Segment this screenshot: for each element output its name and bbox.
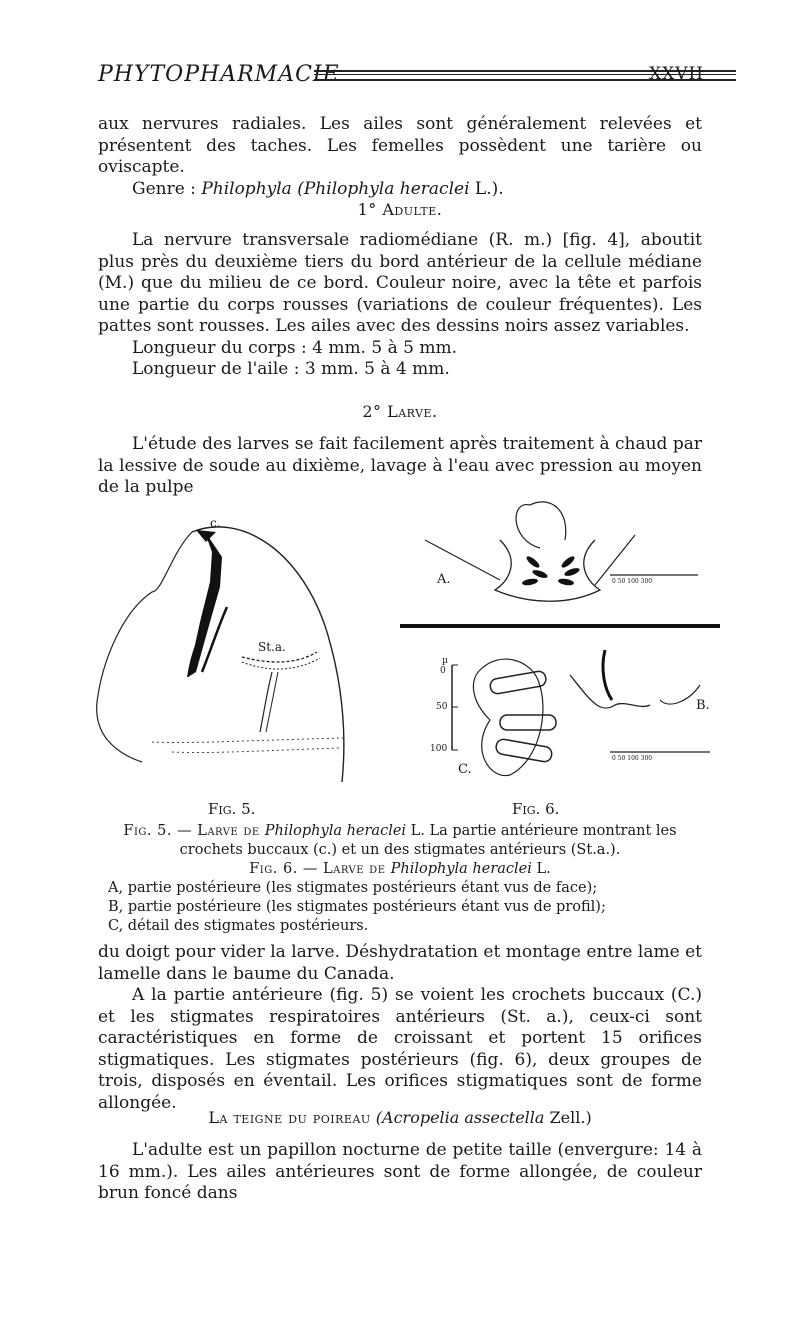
figure-6-drawing: [400, 500, 720, 790]
figure-6: [400, 500, 720, 790]
continuation-p1: du doigt pour vider la larve. Déshydratation et montage entre lame et lamelle dans le baume du Canada.: [98, 942, 702, 984]
caption-item-a: A, partie postérieure (les stigmates postérieurs étant vus de face);: [108, 880, 598, 896]
teigne-body: L'adulte est un papillon nocturne de petite taille (envergure: 14 à 16 mm.). Les ailes antérieures sont de forme allongée, de couleur brun foncé dans: [98, 1140, 702, 1203]
adulte-body: La nervure transversale radiomédiane (R. m.) [fig. 4], aboutit plus près du deuxième tiers du bord antérieur de la cellule médiane (M.) que du milieu de ce bord. Couleur noire, avec la tête et parfois une partie du corps rousses (variations de couleur fréquentes). Les pattes sont rousses. Les ailes avec des dessins noirs assez variables.: [98, 230, 702, 336]
genre-author: L.).: [469, 178, 504, 199]
figure-captions: [98, 822, 702, 936]
scale-100-label: 100: [430, 744, 448, 754]
intro-paragraph: [98, 114, 702, 200]
fig5-sta-label: St.a.: [258, 640, 286, 654]
page-header: [98, 62, 708, 92]
adulte-section: [98, 230, 702, 381]
caption-fig5-rest: L. La partie antérieure montrant les crochets buccaux (c.) et un des stigmates antérieurs (St.a.).: [179, 823, 677, 858]
figure-5: [92, 512, 347, 802]
fig5-label: Fig. 5.: [208, 800, 256, 818]
caption-fig6-rest: L.: [531, 861, 551, 877]
caption-fig5: [98, 822, 702, 860]
teigne-heading-prefix: La teigne du poireau: [208, 1108, 371, 1127]
running-title: PHYTOPHARMACIE: [98, 62, 340, 87]
teigne-heading-species: (Acropelia assectella: [375, 1108, 545, 1127]
genre-line: [98, 179, 702, 201]
adulte-heading: 1° Adulte.: [357, 200, 443, 219]
page-number: XXVII: [649, 64, 704, 84]
caption-fig6: [98, 860, 702, 879]
caption-fig6-species: Philophyla heraclei: [390, 861, 532, 877]
figure-5-drawing: [92, 512, 347, 802]
continuation-p2: A la partie antérieure (fig. 5) se voient les crochets buccaux (C.) et les stigmates respiratoires antérieurs (St. a.), ceux-ci sont caractéristiques en forme de croissant et portent 15 orifices stigmatiques. Les stigmates postérieurs (fig. 6), deux groupes de trois, disposés en éventail. Les orifices stigmatiques sont de forme allongée.: [98, 985, 702, 1113]
fig5-c-label: c.: [210, 516, 221, 530]
caption-item-b: B, partie postérieure (les stigmates postérieurs étant vus de profil);: [108, 899, 606, 915]
teigne-heading-author: Zell.): [544, 1108, 592, 1127]
intro-text: aux nervures radiales. Les ailes sont généralement relevées et présentent des taches. Les femelles possèdent une tarière ou oviscapte.: [98, 114, 702, 177]
caption-fig6-prefix: Fig. 6. — Larve de: [249, 861, 391, 877]
scale-50-label: 50: [436, 702, 448, 712]
length-body: Longueur du corps : 4 mm. 5 à 5 mm.: [132, 337, 457, 358]
scale-0-label: 0: [440, 666, 446, 676]
caption-fig5-prefix: Fig. 5. — Larve de: [123, 823, 265, 839]
scale-mu-label: µ: [442, 656, 448, 666]
fig6-label: Fig. 6.: [512, 800, 560, 818]
teigne-section: [98, 1140, 702, 1205]
fig6-a-label: A.: [437, 572, 451, 587]
fig6-b-label: B.: [696, 698, 710, 713]
genre-label: Genre :: [132, 178, 202, 199]
larve-body: L'étude des larves se fait facilement après traitement à chaud par la lessive de soude au dixième, lavage à l'eau avec pression au moyen de la pulpe: [98, 434, 702, 497]
scale-a-text: 0 50 100 300: [612, 578, 653, 585]
caption-item-c: C, détail des stigmates postérieurs.: [108, 918, 369, 934]
larve-heading: 2° Larve.: [362, 402, 438, 421]
scale-b-text: 0 50 100 300: [612, 755, 653, 762]
caption-fig5-species: Philophyla heraclei: [264, 823, 407, 839]
fig6-c-label: C.: [458, 762, 472, 777]
genre-species: (Philophyla heraclei: [297, 178, 470, 199]
larve-section: [98, 434, 702, 499]
continuation-section: [98, 942, 702, 1114]
genre-name: Philophyla: [201, 178, 292, 199]
length-wing: Longueur de l'aile : 3 mm. 5 à 4 mm.: [132, 359, 450, 379]
teigne-heading: [98, 1108, 702, 1127]
